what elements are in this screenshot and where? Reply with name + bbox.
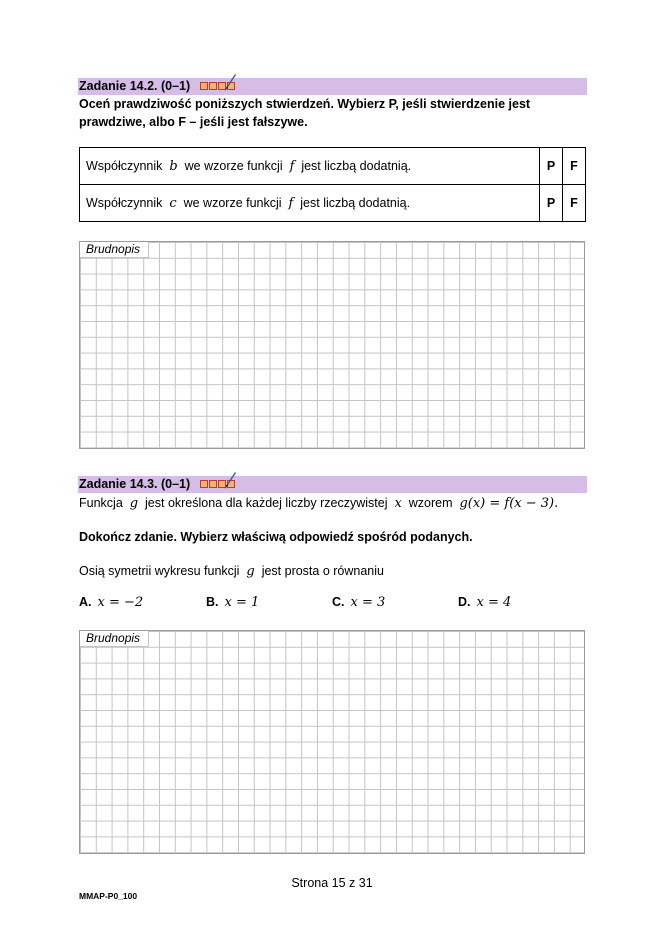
task-14-3-sentence: Osią symetrii wykresu funkcji g jest prosta o równaniu [79,564,384,579]
true-false-table [79,147,586,222]
answer-option-d[interactable]: D. x = 4 [458,595,512,610]
task-14-2-title: Zadanie 14.2. (0–1) [79,79,191,93]
answer-p-option[interactable]: P [540,185,563,222]
table-row [80,185,586,222]
answer-option-b[interactable]: B. x = 1 [206,595,260,610]
page-number: Strona 15 z 31 [291,876,373,890]
scratch-grid[interactable] [79,630,585,854]
exam-code: MMAP-P0_100 [79,891,138,901]
answer-p-option[interactable]: P [540,148,563,185]
task-14-3-header [78,476,587,493]
pen-icon [223,72,237,92]
statement-cell: Współczynnik b we wzorze funkcji f jest liczbą dodatnią. [80,148,540,185]
task-14-2-header [78,78,587,95]
answer-option-a[interactable]: A. x = −2 [79,595,144,610]
task-14-3-title: Zadanie 14.3. (0–1) [79,477,191,491]
answer-f-option[interactable]: F [563,148,586,185]
answer-f-option[interactable]: F [563,185,586,222]
answer-option-c[interactable]: C. x = 3 [332,595,386,610]
scratch-label: Brudnopis [80,631,149,647]
task-14-3-stem: Funkcja g jest określona dla każdej liczby rzeczywistej x wzorem g(x) = f(x − 3). [79,496,559,511]
statement-cell: Współczynnik c we wzorze funkcji f jest liczbą dodatnią. [80,185,540,222]
task-14-3-instruction: Dokończ zdanie. Wybierz właściwą odpowiedź spośród podanych. [79,530,473,544]
scratch-label: Brudnopis [80,242,149,258]
pen-icon [223,470,237,490]
task-14-2-instruction: Oceń prawdziwość poniższych stwierdzeń. Wybierz P, jeśli stwierdzenie jest prawdziwe, albo F – jeśli jest fałszywe. [79,97,531,129]
table-row [80,148,586,185]
scratch-grid[interactable] [79,241,585,449]
